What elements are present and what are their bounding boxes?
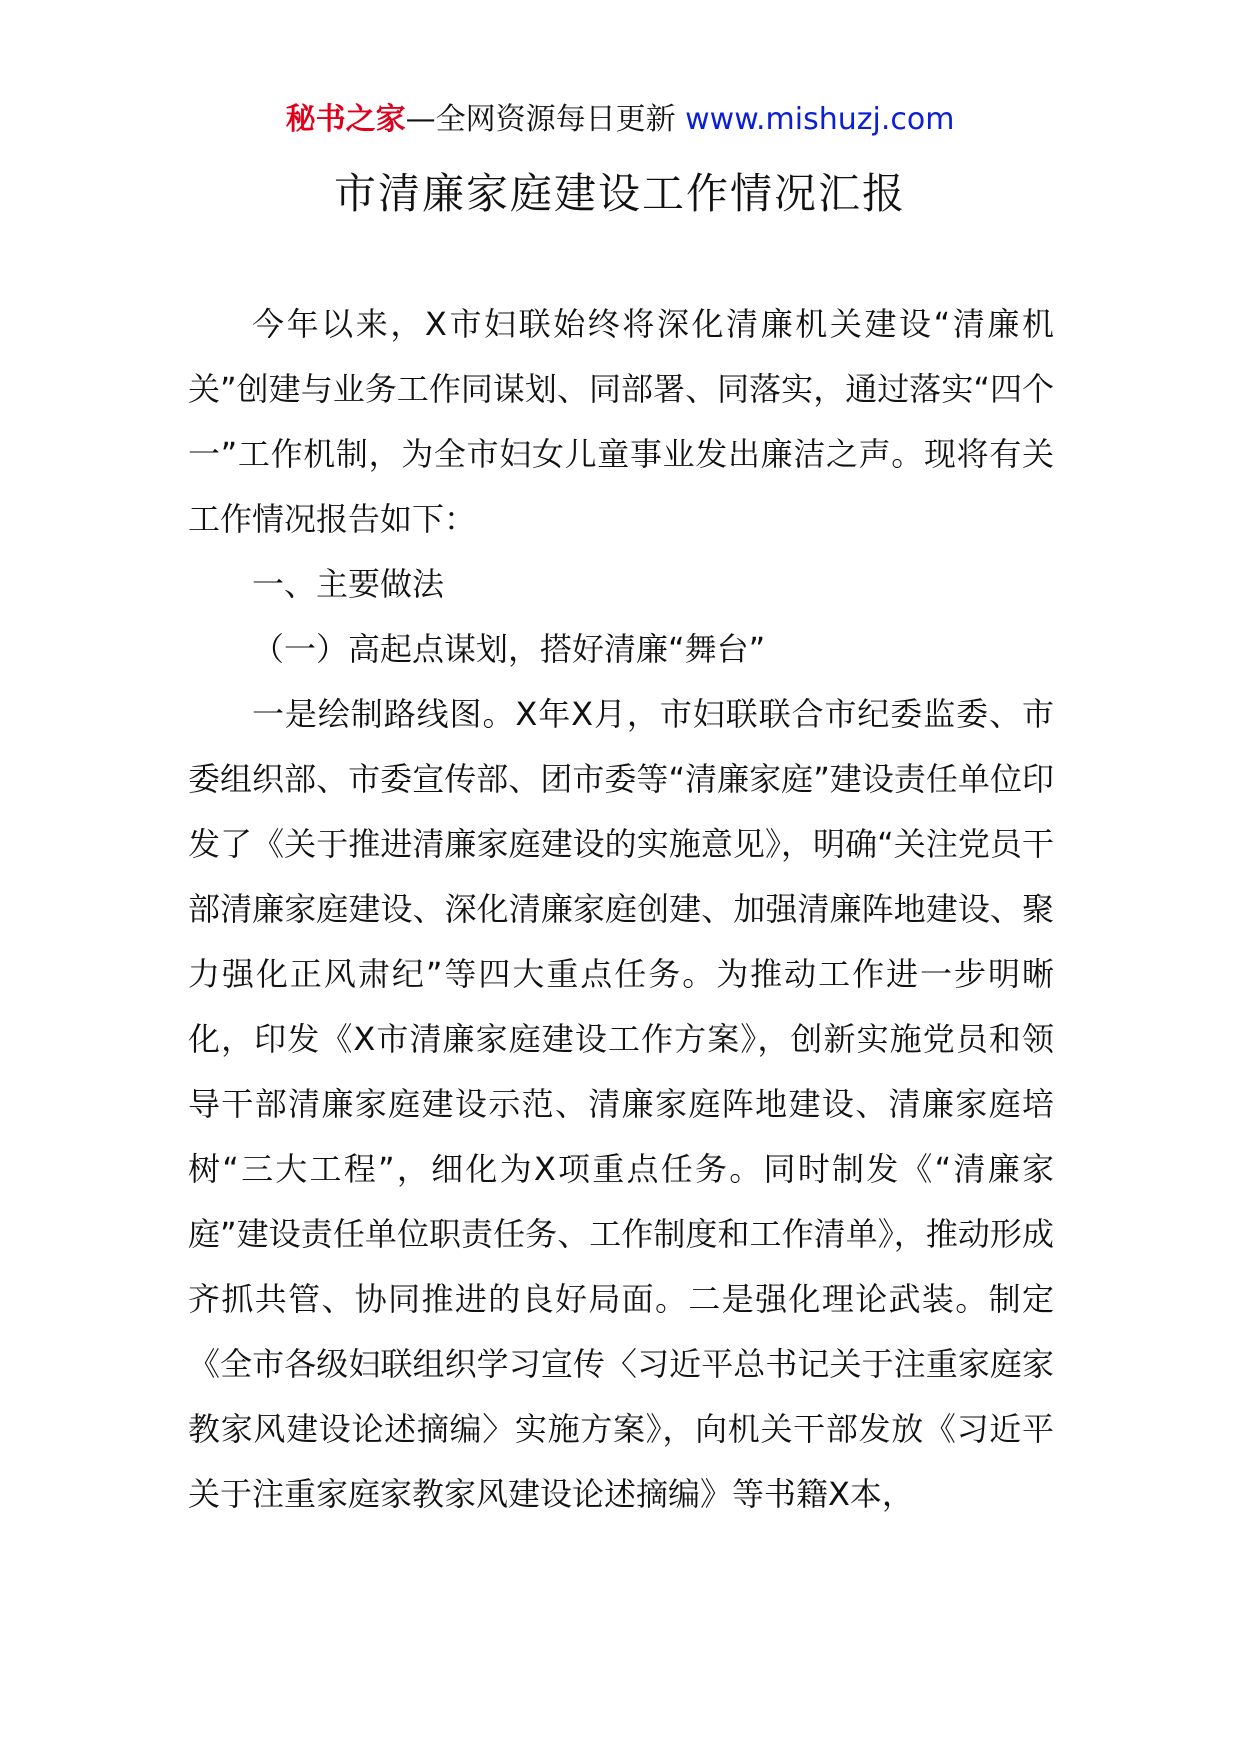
site-tagline: —全网资源每日更新 xyxy=(405,102,686,137)
site-brand: 秘书之家 xyxy=(285,102,406,137)
page-title: 市清廉家庭建设工作情况汇报 xyxy=(333,169,906,218)
subsection-heading: （一）高起点谋划，搭好清廉“舞台” xyxy=(252,630,766,668)
document-body xyxy=(188,292,1054,1527)
site-url-link[interactable]: www.mishuzj.com xyxy=(685,102,955,137)
site-header xyxy=(0,100,1240,140)
body-paragraph: 一是绘制路线图。X年X月，市妇联联合市纪委监委、市委组织部、市委宣传部、团市委等“清廉家庭”建设责任单位印发了《关于推进清廉家庭建设的实施意见》，明确“关注党员干部清廉家庭建设、深化清廉家庭创建、加强清廉阵地建设、聚力强化正风肃纪”等四大重点任务。为推动工作进一步明晰化，印发《X市清廉家庭建设工作方案》，创新实施党员和领导干部清廉家庭建设示范、清廉家庭阵地建设、清廉家庭培树“三大工程”，细化为X项重点任务。同时制发《“清廉家庭”建设责任单位职责任务、工作制度和工作清单》，推动形成齐抓共管、协同推进的良好局面。二是强化理论武装。制定《全市各级妇联组织学习宣传〈习近平总书记关于注重家庭家教家风建设论述摘编〉实施方案》，向机关干部发放《习近平关于注重家庭家教家风建设论述摘编》等书籍X本， xyxy=(188,695,1054,1513)
section-heading: 一、主要做法 xyxy=(252,565,445,603)
intro-paragraph: 今年以来，X市妇联始终将深化清廉机关建设“清廉机关”创建与业务工作同谋划、同部署、同落实，通过落实“四个一”工作机制，为全市妇女儿童事业发出廉洁之声。现将有关工作情况报告如下： xyxy=(188,305,1054,538)
